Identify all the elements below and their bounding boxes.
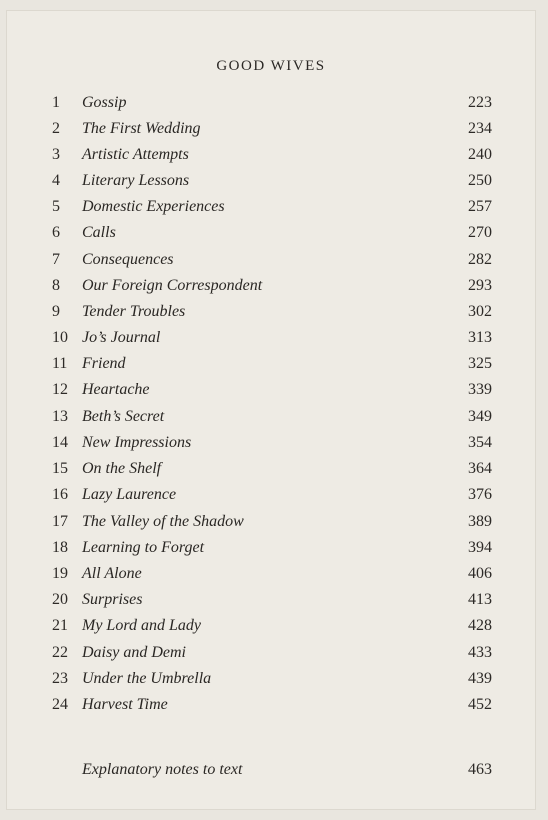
chapter-number: 1 [52, 94, 60, 111]
chapter-number: 4 [52, 172, 60, 189]
chapter-title: Beth’s Secret [82, 408, 165, 425]
toc-entry [6, 247, 536, 273]
toc-entry [6, 535, 536, 561]
chapter-title: Lazy Laurence [82, 486, 177, 503]
chapter-page-number: 376 [468, 486, 492, 503]
chapter-title: Domestic Experiences [82, 198, 225, 215]
chapter-page-number: 439 [468, 670, 492, 687]
chapter-number: 11 [52, 355, 68, 372]
toc-entry [6, 692, 536, 718]
chapter-page-number: 325 [468, 355, 492, 372]
chapter-number: 6 [52, 224, 60, 241]
chapter-page-number: 364 [468, 460, 492, 477]
toc-entry [6, 220, 536, 246]
chapter-number: 17 [52, 513, 68, 530]
chapter-page-number: 302 [468, 303, 492, 320]
chapter-page-number: 389 [468, 513, 492, 530]
chapter-title: Artistic Attempts [82, 146, 189, 163]
chapter-page-number: 270 [468, 224, 492, 241]
chapter-number: 9 [52, 303, 60, 320]
chapter-title: Gossip [82, 94, 127, 111]
toc-entry [6, 404, 536, 430]
chapter-title: Jo’s Journal [82, 329, 161, 346]
chapter-title: Literary Lessons [82, 172, 190, 189]
chapter-title: Under the Umbrella [82, 670, 212, 687]
toc-notes-entry [6, 757, 536, 783]
table-of-contents [6, 90, 536, 713]
chapter-number: 14 [52, 434, 68, 451]
chapter-title: New Impressions [82, 434, 192, 451]
chapter-number: 2 [52, 120, 60, 137]
chapter-title: Heartache [82, 381, 150, 398]
toc-entry [6, 613, 536, 639]
chapter-title: The First Wedding [82, 120, 201, 137]
chapter-page-number: 339 [468, 381, 492, 398]
chapter-page-number: 240 [468, 146, 492, 163]
chapter-page-number: 452 [468, 696, 492, 713]
chapter-page-number: 234 [468, 120, 492, 137]
toc-entry [6, 509, 536, 535]
chapter-title: Daisy and Demi [82, 644, 186, 661]
toc-entry [6, 666, 536, 692]
chapter-page-number: 433 [468, 644, 492, 661]
chapter-number: 13 [52, 408, 68, 425]
chapter-number: 8 [52, 277, 60, 294]
toc-entry [6, 273, 536, 299]
chapter-title: Consequences [82, 251, 174, 268]
toc-entry [6, 116, 536, 142]
chapter-number: 12 [52, 381, 68, 398]
toc-entry [6, 325, 536, 351]
chapter-number: 15 [52, 460, 68, 477]
toc-entry [6, 430, 536, 456]
chapter-page-number: 313 [468, 329, 492, 346]
chapter-page-number: 250 [468, 172, 492, 189]
chapter-title: All Alone [82, 565, 142, 582]
chapter-number: 23 [52, 670, 68, 687]
chapter-title: The Valley of the Shadow [82, 513, 244, 530]
chapter-number: 21 [52, 617, 68, 634]
chapter-number: 5 [52, 198, 60, 215]
notes-title: Explanatory notes to text [82, 761, 243, 778]
toc-entry [6, 482, 536, 508]
chapter-number: 19 [52, 565, 68, 582]
chapter-title: Our Foreign Correspondent [82, 277, 263, 294]
toc-entry [6, 640, 536, 666]
chapter-number: 3 [52, 146, 60, 163]
toc-entry [6, 90, 536, 116]
toc-entry [6, 194, 536, 220]
chapter-page-number: 394 [468, 539, 492, 556]
chapter-page-number: 257 [468, 198, 492, 215]
toc-entry [6, 587, 536, 613]
chapter-title: On the Shelf [82, 460, 162, 477]
chapter-title: Harvest Time [82, 696, 168, 713]
chapter-title: Learning to Forget [82, 539, 205, 556]
chapter-page-number: 223 [468, 94, 492, 111]
toc-entry [6, 142, 536, 168]
toc-entry [6, 168, 536, 194]
chapter-number: 22 [52, 644, 68, 661]
chapter-page-number: 406 [468, 565, 492, 582]
page-title: GOOD WIVES [216, 58, 326, 74]
toc-entry [6, 456, 536, 482]
chapter-number: 16 [52, 486, 68, 503]
toc-entry [6, 561, 536, 587]
book-page [6, 10, 536, 810]
chapter-page-number: 282 [468, 251, 492, 268]
chapter-page-number: 293 [468, 277, 492, 294]
chapter-number: 18 [52, 539, 68, 556]
chapter-title: My Lord and Lady [82, 617, 201, 634]
notes-page-number: 463 [468, 761, 492, 778]
chapter-page-number: 354 [468, 434, 492, 451]
chapter-number: 10 [52, 329, 68, 346]
toc-entry [6, 351, 536, 377]
chapter-number: 24 [52, 696, 68, 713]
chapter-page-number: 349 [468, 408, 492, 425]
chapter-title: Calls [82, 224, 116, 241]
toc-entry [6, 377, 536, 403]
chapter-title: Friend [82, 355, 126, 372]
toc-entry [6, 299, 536, 325]
chapter-title: Tender Troubles [82, 303, 186, 320]
chapter-page-number: 428 [468, 617, 492, 634]
chapter-page-number: 413 [468, 591, 492, 608]
chapter-title: Surprises [82, 591, 143, 608]
chapter-number: 7 [52, 251, 60, 268]
chapter-number: 20 [52, 591, 68, 608]
